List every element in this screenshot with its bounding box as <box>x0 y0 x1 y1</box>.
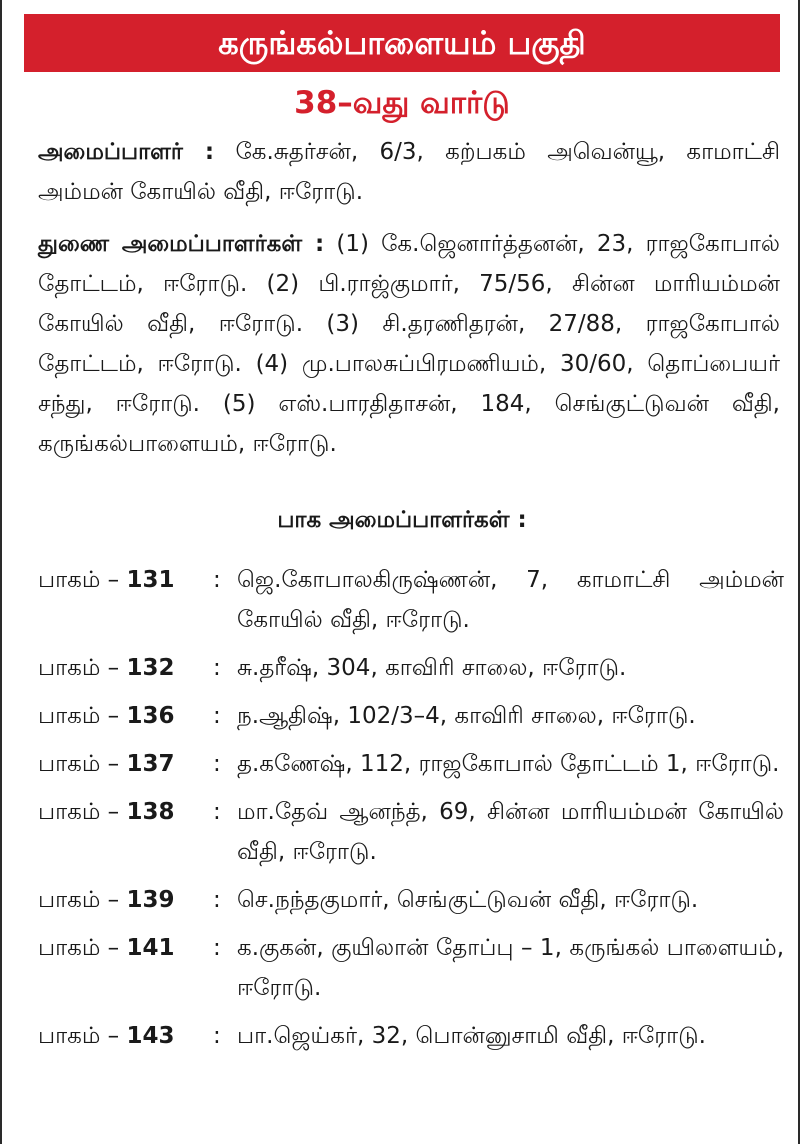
list-item <box>38 696 784 736</box>
part-number: 139 <box>126 887 175 913</box>
part-organizers-heading: பாக அமைப்பாளர்கள் : <box>277 507 527 533</box>
part-organizer-text: செ.நந்தகுமார், செங்குட்டுவன் வீதி, ஈரோடு. <box>237 887 699 913</box>
part-number: 141 <box>126 935 175 961</box>
organizer-paragraph <box>38 132 780 212</box>
separator: : <box>213 567 221 593</box>
part-organizer-text: க.குகன், குயிலான் தோப்பு – 1, கருங்கல் பாளையம், ஈரோடு. <box>237 935 784 1001</box>
part-organizer-text: மா.தேவ் ஆனந்த், 69, சின்ன மாரியம்மன் கோயில் வீதி, ஈரோடு. <box>237 799 784 865</box>
deputy-organizers-label: துணை அமைப்பாளர்கள் : <box>38 231 325 257</box>
part-number: 143 <box>126 1023 175 1049</box>
list-item <box>38 792 784 872</box>
part-label: பாகம் – 141 <box>38 935 175 961</box>
separator: : <box>213 703 221 729</box>
separator: : <box>213 935 221 961</box>
part-label: பாகம் – 131 <box>38 567 175 593</box>
separator: : <box>213 655 221 681</box>
part-organizer-text: ந.ஆதிஷ், 102/3–4, காவிரி சாலை, ஈரோடு. <box>237 703 696 729</box>
separator: : <box>213 751 221 777</box>
part-number: 131 <box>126 567 175 593</box>
part-organizers-list <box>38 560 784 1064</box>
part-organizer-text: பா.ஜெய்கர், 32, பொன்னுசாமி வீதி, ஈரோடு. <box>237 1023 706 1049</box>
part-label: பாகம் – 139 <box>38 887 175 913</box>
list-item <box>38 648 784 688</box>
list-item <box>38 1016 784 1056</box>
deputy-organizers-paragraph <box>38 224 780 464</box>
part-label: பாகம் – 143 <box>38 1023 175 1049</box>
list-item <box>38 560 784 640</box>
separator: : <box>213 799 221 825</box>
part-label: பாகம் – 132 <box>38 655 175 681</box>
part-number: 136 <box>126 703 175 729</box>
part-number: 132 <box>126 655 175 681</box>
part-label: பாகம் – 137 <box>38 751 175 777</box>
section-banner: கருங்கல்பாளையம் பகுதி <box>24 14 780 72</box>
ward-title: 38–வது வார்டு <box>294 85 510 121</box>
part-number: 138 <box>126 799 175 825</box>
list-item <box>38 744 784 784</box>
part-organizer-text: ஜெ.கோபாலகிருஷ்ணன், 7, காமாட்சி அம்மன் கோயில் வீதி, ஈரோடு. <box>237 567 784 633</box>
organizer-label: அமைப்பாளர் : <box>38 139 215 165</box>
part-organizer-text: த.கணேஷ், 112, ராஜகோபால் தோட்டம் 1, ஈரோடு. <box>237 751 780 777</box>
part-number: 137 <box>126 751 175 777</box>
part-label: பாகம் – 138 <box>38 799 175 825</box>
deputy-organizers-text: (1) கே.ஜெனார்த்தனன், 23, ராஜகோபால் தோட்டம், ஈரோடு. (2) பி.ராஜ்குமார், 75/56, சின்ன மாரியம்மன் கோயில் வீதி, ஈரோடு. (3) சி.தரணிதரன், 27/88, ராஜகோபால் தோட்டம், ஈரோடு. (4) மு.பாலசுப்பிரமணியம், 30/60, தொப்பையர் சந்து, ஈரோடு. (5) எஸ்.பாரதிதாசன், 184, செங்குட்டுவன் வீதி, கருங்கல்பாளையம், ஈரோடு. <box>38 231 780 457</box>
organizer-text: கே.சுதர்சன், 6/3, கற்பகம் அவென்யூ, காமாட்சி அம்மன் கோயில் வீதி, ஈரோடு. <box>38 139 780 205</box>
part-label: பாகம் – 136 <box>38 703 175 729</box>
list-item <box>38 880 784 920</box>
part-organizer-text: சு.தரீஷ், 304, காவிரி சாலை, ஈரோடு. <box>237 655 627 681</box>
separator: : <box>213 1023 221 1049</box>
separator: : <box>213 887 221 913</box>
list-item <box>38 928 784 1008</box>
